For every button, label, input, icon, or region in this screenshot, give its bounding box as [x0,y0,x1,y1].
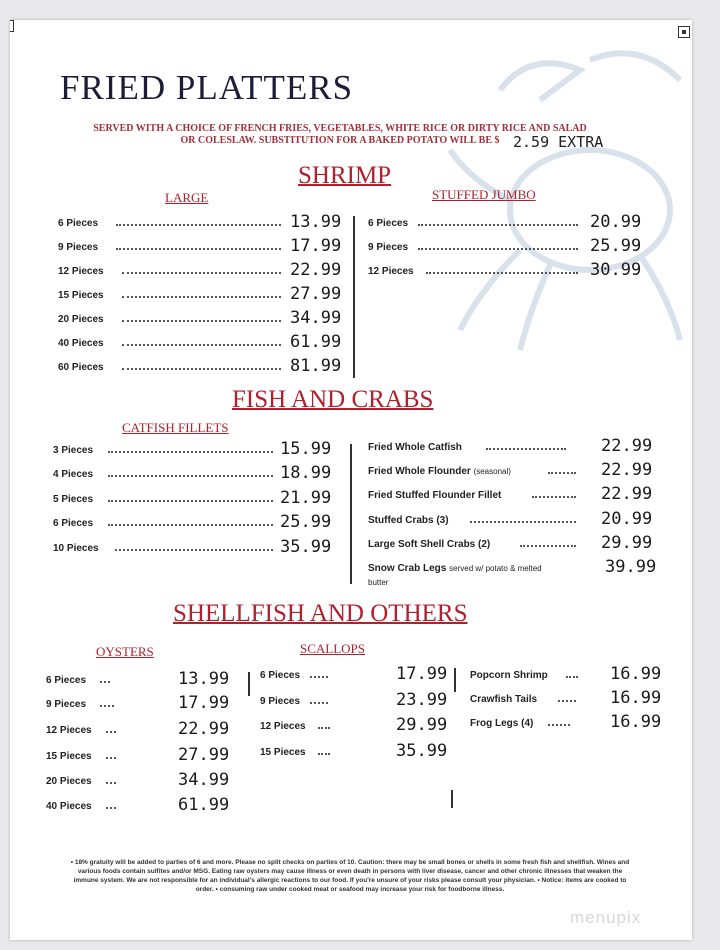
item-price: 13.99 [178,669,230,689]
column-divider [454,668,456,692]
item-price: 61.99 [290,332,342,352]
item-label: 15 Pieces [260,747,306,758]
item-price: 30.99 [590,260,642,280]
item-label: 6 Pieces [368,218,409,229]
item-price: 22.99 [290,260,342,280]
subheading-stuffed-jumbo: STUFFED JUMBO [432,187,536,202]
extra-charge: 2.59 EXTRA [513,133,604,151]
column-divider [353,216,355,378]
item-label: Fried Whole Flounder (seasonal) [368,466,511,477]
subtitle-line-1: SERVED WITH A CHOICE OF FRENCH FRIES, VEGETABLES, WHITE RICE OR DIRTY RICE AND SALAD [93,123,587,134]
item-label: 20 Pieces [46,776,92,787]
item-price: 34.99 [290,308,342,328]
item-price: 29.99 [396,715,448,735]
snow-crab-note: served w/ potato & melted [449,564,542,573]
column-divider [248,672,250,696]
item-price: 22.99 [178,719,230,739]
item-price: 17.99 [178,693,230,713]
subheading-scallops: SCALLOPS [300,641,366,656]
subtitle-line-2: OR COLESLAW. SUBSTITUTION FOR A BAKED POTATO WILL BE $ [180,135,500,146]
seasonal-note: (seasonal) [473,467,511,476]
item-label: Frog Legs (4) [470,718,534,729]
item-price: 25.99 [280,512,332,532]
item-price: 25.99 [590,236,642,256]
item-label: 20 Pieces [58,314,104,325]
item-label: Fried Stuffed Flounder Fillet [368,490,502,501]
item-label: 4 Pieces [53,469,94,480]
item-price: 35.99 [396,741,448,761]
column-divider [350,444,352,584]
menu-page: FRIED PLATTERS SERVED WITH A CHOICE OF FRENCH FRIES, VEGETABLES, WHITE RICE OR DIRTY RICE AND SALAD OR COLESLAW. SUBSTITUTION FOR A BAKED POTATO WILL BE $ 2.59 EXTRA SHRIMP LARGE STUFFED JUMBO 6 Pieces 13.99 9 Pieces 17.99 12 Pieces 22.99 15 Pieces 27.99 20 Pieces 34.99 40 Pieces 61.99 60 Pieces 81.99 6 Pieces 20.99 9 Pieces 25.99 12 Pieces 30.99 FISH AND CRABS CATFISH FILLETS 3 Pieces 15.99 4 Pieces 18.99 5 Pieces 21.99 6 Pieces 25.99 10 Pieces 35.99 Fried Whole Catfish 22.99 Fried Whole Flounder (seasonal) 22.99 Fried Stuffed Flounder Fillet 22.99 Stuffed Crabs (3) 20.99 Large Soft Shell Crabs (2) 29.99 Snow Crab Legs served w/ potato & melted 39.99 butter SHELLFISH AND OTHERS OYSTERS SCALLOPS 6 Pieces 13.99 9 Pieces 17.99 12 Pieces 22.99 15 Pieces 27.99 20 Pieces 34.99 40 Pieces 61.99 6 Pieces 17.99 9 Pieces 23.99 12 Pieces 29.99 15 Pieces 35.99 Popcorn Shrimp 16.99 Crawfish Tails 16.99 Frog Legs (4) 16.99 • 18% gratuity will be added to parties of 6 and more. Please no split checks on parties of 10. Caution: there may be small bones or shells in some fresh fish and shellfish. Wines and various foods contain sulfites and/or MSG. Eating raw oysters may cause illness or even death in persons with liver disease, cancer and other chronic illnesses that weaken the immune system. We are not responsible for an individual's allergic reactions to our food. If you're unsure of your risks please consult your physician. • Notice: items are cooked to order. • consuming raw under cooked meat or seafood may increase your risk for foodborne illness. menupix [10,20,692,940]
item-label: 9 Pieces [46,699,87,710]
item-price: 23.99 [396,690,448,710]
item-price: 34.99 [178,770,230,790]
item-label: 3 Pieces [53,445,94,456]
item-label: Popcorn Shrimp [470,670,548,681]
item-price: 22.99 [601,460,653,480]
item-price: 22.99 [601,436,653,456]
item-label: Large Soft Shell Crabs (2) [368,539,491,550]
item-price: 27.99 [178,745,230,765]
column-divider [451,790,453,808]
item-label: 10 Pieces [53,543,99,554]
item-label: 40 Pieces [46,801,92,812]
item-price: 16.99 [610,664,662,684]
item-label: 12 Pieces [46,725,92,736]
item-label: 6 Pieces [260,670,301,681]
item-label: 6 Pieces [46,675,87,686]
item-label: 9 Pieces [368,242,409,253]
section-title-shellfish-and-others: SHELLFISH AND OTHERS [173,600,468,627]
corner-marker-tr [678,26,690,38]
item-price: 39.99 [605,557,657,577]
item-price: 61.99 [178,795,230,815]
item-price: 35.99 [280,537,332,557]
item-label: 9 Pieces [260,696,301,707]
item-price: 21.99 [280,488,332,508]
item-label: 6 Pieces [58,218,99,229]
footnote-disclaimer: • 18% gratuity will be added to parties of 6 and more. Please no split checks on parties of 10. Caution: there may be small bones or shells in some fresh fish and shellfish. Wines and various foods contain sulfites and/or MSG. Eating raw oysters may cause illness or even death in persons with liver disease, cancer and other chronic illnesses that weaken the immune system. We are not responsible for an individual's allergic reactions to our food. If you're unsure of your risks please consult your physician. • Notice: items are cooked to order. • consuming raw under cooked meat or seafood may increase your risk for foodborne illness. [70,859,630,893]
menupix-logo: menupix [570,908,642,927]
item-label: 5 Pieces [53,494,94,505]
page-title: FRIED PLATTERS [60,68,354,107]
item-label: 15 Pieces [58,290,104,301]
item-label: Snow Crab Legs served w/ potato & melted [368,563,542,574]
item-label: 15 Pieces [46,751,92,762]
item-price: 17.99 [396,664,448,684]
item-price: 81.99 [290,356,342,376]
item-price: 20.99 [590,212,642,232]
item-price: 29.99 [601,533,653,553]
item-label: Crawfish Tails [470,694,538,705]
item-label: 12 Pieces [260,721,306,732]
item-price: 15.99 [280,439,332,459]
item-price: 20.99 [601,509,653,529]
item-price: 18.99 [280,463,332,483]
item-price: 16.99 [610,712,662,732]
item-label: Stuffed Crabs (3) [368,515,449,526]
item-label: 12 Pieces [368,266,414,277]
item-price: 13.99 [290,212,342,232]
item-label: 6 Pieces [53,518,94,529]
item-label: 60 Pieces [58,362,104,373]
item-price: 16.99 [610,688,662,708]
subheading-catfish-fillets: CATFISH FILLETS [122,420,229,435]
section-title-shrimp: SHRIMP [298,162,392,189]
section-title-fish-and-crabs: FISH AND CRABS [232,386,434,413]
item-label: Fried Whole Catfish [368,442,462,453]
subheading-large: LARGE [165,190,209,205]
subheading-oysters: OYSTERS [96,644,154,659]
item-label: 40 Pieces [58,338,104,349]
item-price: 22.99 [601,484,653,504]
item-price: 17.99 [290,236,342,256]
item-label: 12 Pieces [58,266,104,277]
corner-marker-tl [10,20,14,32]
item-price: 27.99 [290,284,342,304]
item-label: 9 Pieces [58,242,99,253]
